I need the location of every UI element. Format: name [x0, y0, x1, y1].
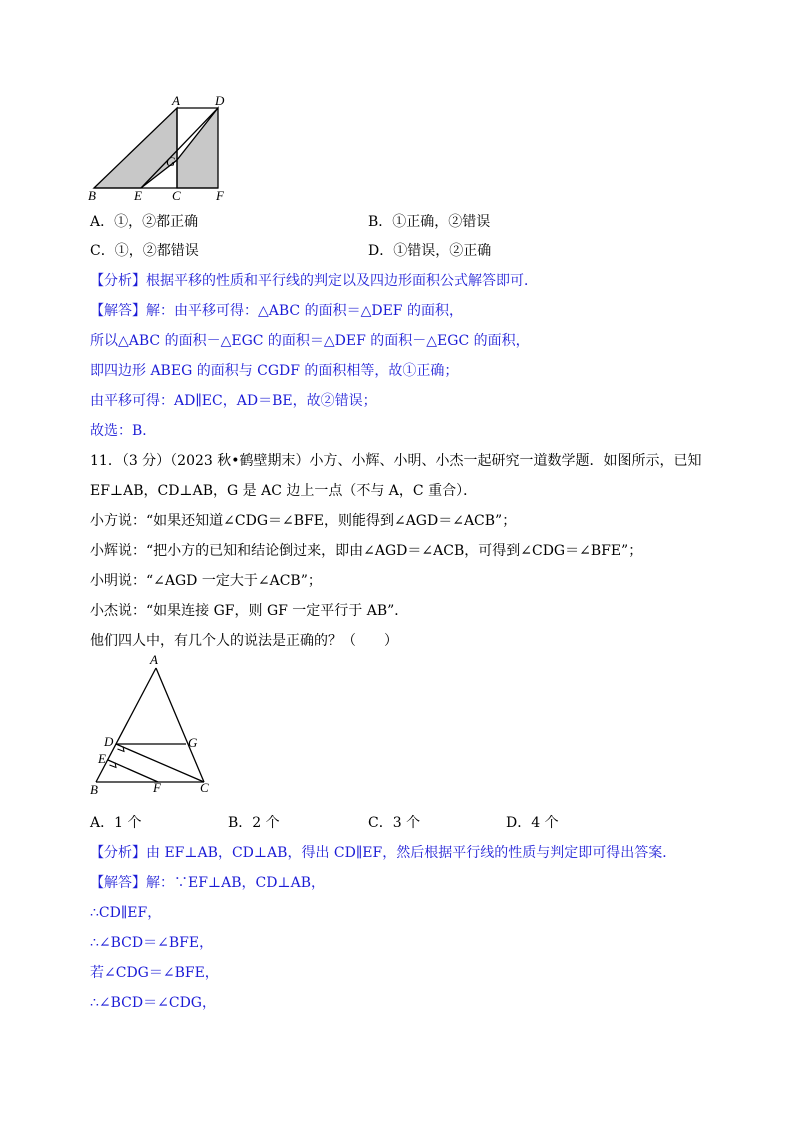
- q11-stem-line-1: 11．（3 分）（2023 秋•鹤壁期末）小方、小辉、小明、小杰一起研究一道数学题．如图所示，已知: [90, 453, 702, 469]
- label-B: B: [90, 782, 98, 797]
- q11-answer-line-1: 【解答】解：∵EF⊥AB，CD⊥AB，: [90, 875, 325, 891]
- q11-option-d[interactable]: D．4 个: [506, 815, 559, 831]
- label-C: C: [172, 188, 181, 202]
- label-F: F: [216, 188, 224, 202]
- translation-figure: [82, 92, 242, 202]
- q10-answer-line-1: 【解答】解：由平移可得：△ABC 的面积＝△DEF 的面积，: [90, 303, 463, 319]
- triangle-figure: [82, 652, 222, 800]
- q10-option-b[interactable]: B．①正确，②错误: [368, 214, 491, 230]
- label-A: A: [172, 93, 180, 108]
- q11-xiaofang-statement: 小方说：“如果还知道∠CDG＝∠BFE，则能得到∠AGD＝∠ACB”；: [90, 513, 517, 529]
- q11-option-c[interactable]: C．3 个: [368, 815, 421, 831]
- q10-answer-line-2: 所以△ABC 的面积－△EGC 的面积＝△DEF 的面积－△EGC 的面积，: [90, 333, 530, 349]
- q10-option-d[interactable]: D．①错误，②正确: [368, 243, 492, 259]
- label-G: G: [188, 735, 198, 750]
- q11-answer-line-5: ∴∠BCD＝∠CDG，: [90, 995, 216, 1011]
- q11-option-a[interactable]: A．1 个: [90, 815, 142, 831]
- q11-analysis: 【分析】由 EF⊥AB，CD⊥AB，得出 CD∥EF，然后根据平行线的性质与判定即可得出答案．: [90, 845, 677, 861]
- label-F: F: [153, 780, 161, 795]
- label-D: D: [215, 93, 225, 108]
- q10-option-a[interactable]: A．①，②都正确: [90, 214, 199, 230]
- q10-option-c[interactable]: C．①，②都错误: [90, 243, 199, 259]
- q11-answer-line-3: ∴∠BCD＝∠BFE，: [90, 935, 214, 951]
- q10-analysis: 【分析】根据平移的性质和平行线的判定以及四边形面积公式解答即可．: [90, 273, 538, 289]
- q10-answer-line-4: 由平移可得：AD∥EC，AD＝BE，故②错误；: [90, 393, 377, 409]
- label-C: C: [200, 780, 209, 795]
- q10-answer-line-5: 故选：B．: [90, 423, 157, 439]
- q11-answer-line-2: ∴CD∥EF，: [90, 905, 162, 921]
- q11-answer-line-4: 若∠CDG＝∠BFE，: [90, 965, 219, 981]
- q11-xiaojie-statement: 小杰说：“如果连接 GF，则 GF 一定平行于 AB”．: [90, 603, 409, 619]
- label-D: D: [104, 734, 114, 749]
- label-E: E: [134, 188, 142, 202]
- q10-answer-line-3: 即四边形 ABEG 的面积与 CGDF 的面积相等，故①正确；: [90, 363, 459, 379]
- label-B: B: [88, 188, 96, 202]
- q11-xiaoming-statement: 小明说：“∠AGD 一定大于∠ACB”；: [90, 573, 322, 589]
- q11-xiaohui-statement: 小辉说：“把小方的已知和结论倒过来，即由∠AGD＝∠ACB，可得到∠CDG＝∠BFE”；: [90, 543, 643, 559]
- label-G: G: [166, 154, 176, 169]
- label-A: A: [150, 652, 158, 667]
- label-E: E: [98, 751, 106, 766]
- q11-stem-line-2: EF⊥AB，CD⊥AB，G 是 AC 边上一点（不与 A，C 重合）．: [90, 483, 478, 499]
- q11-option-b[interactable]: B．2 个: [228, 815, 280, 831]
- q11-question: 他们四人中，有几个人的说法是正确的？（ ）: [90, 633, 398, 649]
